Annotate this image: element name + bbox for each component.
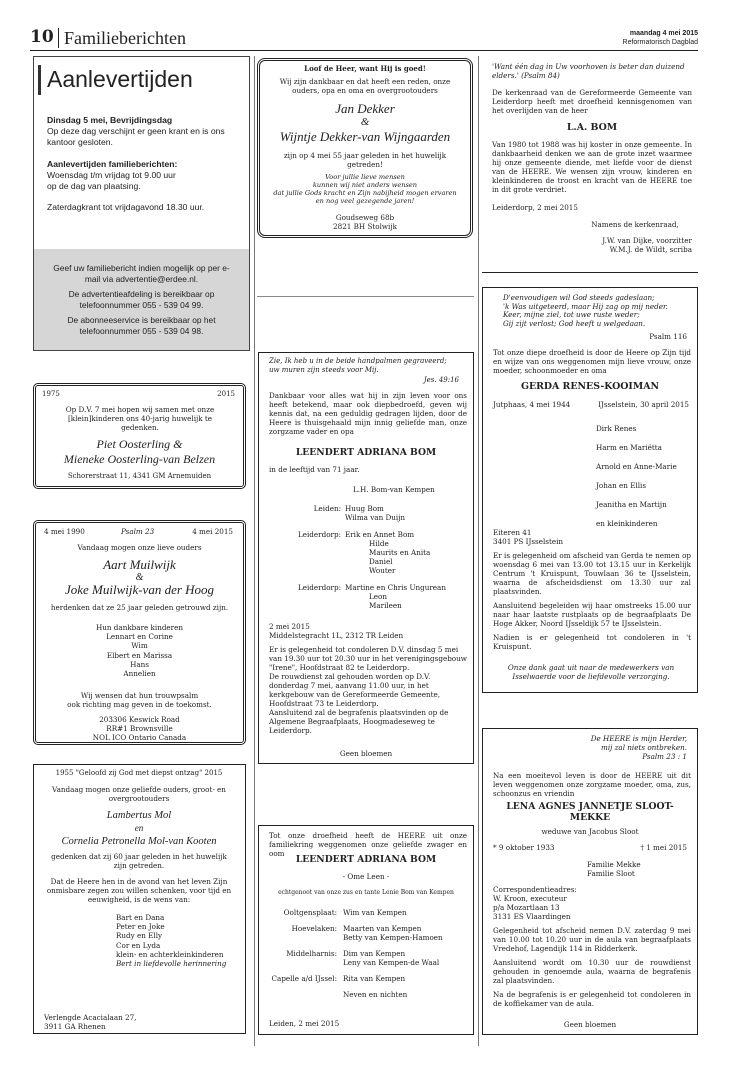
labom-date: Leiderdorp, 2 mei 2015 xyxy=(492,203,578,212)
muilwijk-kid: Elbert en Marissa xyxy=(106,650,173,660)
bom2-place xyxy=(259,990,343,999)
renes-intro: Tot onze diepe droefheid is door de Heere op Zijn tijd en wijze van ons weggenomen mijn lieve vrouw, onze moeder, schoonmoeder en oma xyxy=(493,348,691,375)
renes-family xyxy=(596,425,677,539)
aanlever-holiday-text: Op deze dag verschijnt er geen krant en is ons kantoor gesloten. xyxy=(47,126,225,148)
dekker-intro: Wij zijn dankbaar en dat heeft een reden, onze ouders, opa en oma en overgrootouders xyxy=(279,77,451,95)
bom1-family xyxy=(259,504,473,610)
sloot-corr: Correspondentieadres: xyxy=(493,885,577,894)
oosterling-year-start: 1975 xyxy=(42,390,60,398)
sloot-fam1: Familie Mekke xyxy=(587,860,641,869)
renes-text2: Aansluitend begeleiden wij haar omstreeks 15.00 uur naar haar laatste rustplaats op de begraafplaats De Hoge Akker, Noord IJsseldijk 57 te IJsselstein. xyxy=(493,601,691,628)
sloot-name2: MEKKE xyxy=(569,812,611,824)
bom1-verse xyxy=(269,357,469,375)
dekker-addr1: Goudseweg 68b xyxy=(335,213,395,222)
bom1-intro: Dankbaar voor alles wat hij in zijn leven voor ons heeft betekend, maar ook diepbedroefd, geven wij kennis dat, na een geduldig gedragen lijden, door de Heere is thuisgehaald mijn innig geliefde man, onze zorgzame vader en opa xyxy=(269,391,467,436)
bom1-service: De rouwdienst zal gehouden worden op D.V. donderdag 7 mei, aanvang 11.00 uur, in het kerkgebouw van de Gereformeerde Gemeente, Hoofdstraat 73 te Leiderdorp. xyxy=(269,672,441,708)
sloot-name xyxy=(483,801,697,823)
sloot-c3: 3131 ES Vlaardingen xyxy=(493,912,571,921)
bom1-ref: Jes. 49:16 xyxy=(423,376,459,384)
bom1-date: 2 mei 2015 xyxy=(269,622,310,631)
muilwijk-name1: Aart Muilwijk xyxy=(103,557,176,572)
bom1-member: Leon xyxy=(369,592,387,601)
bom2-place: Ooltgensplaat: xyxy=(283,908,337,917)
bom2-member: Leny van Kempen-de Waal xyxy=(343,958,440,967)
muilwijk-wish2: ook richting mag geven in de toekomst. xyxy=(67,700,212,709)
dekker-name1: Jan Dekker xyxy=(335,101,395,116)
dekker-head: Loof de Heer, want Hij is goed! xyxy=(304,64,426,73)
dekker-address xyxy=(260,213,470,231)
mol-kids xyxy=(116,913,226,968)
mol-kid: Peter en Joke xyxy=(116,922,165,932)
labom-verse: 'Want één dag in Uw voorhoven is beter dan duizend elders.' (Psalm 84) xyxy=(492,62,685,80)
oosterling-text: Op D.V. 7 mei hopen wij samen met onze [klein]kinderen ons 40-jarig huwelijk te gedenken. xyxy=(65,405,215,432)
sloot-widow: weduwe van Jacobus Sloot xyxy=(541,827,639,836)
mol-top: 1955 "Geloofd zij God met diepst ontzag" 2015 xyxy=(55,769,223,777)
renes-addr1: Eiteren 41 xyxy=(493,528,532,537)
bom2-intro: Tot onze droefheid heeft de HEERE uit onze familiekring weggenomen onze geliefde zwager en oom xyxy=(269,831,467,858)
renes-text3: Nadien is er gelegenheid tot condoleren in 't Kruispunt. xyxy=(493,633,691,651)
bom1-member: Wouter xyxy=(369,566,396,575)
muilwijk-amp: & xyxy=(135,572,144,583)
muilwijk-kids xyxy=(36,623,243,678)
ad-muilwijk xyxy=(33,520,246,745)
aanlever-subscription: De abonneeservice is bereikbaar op het telefoonnummer 055 - 539 04 98. xyxy=(67,314,216,336)
sloot-details xyxy=(493,885,691,1008)
muilwijk-date2: 4 mei 2015 xyxy=(192,527,233,536)
bom1-member: Daniel xyxy=(369,557,393,566)
labom-sign3: W.M.J. de Wildt, scriba xyxy=(609,245,692,254)
sloot-name1: LENA AGNES JANNETJE SLOOT- xyxy=(506,801,674,812)
renes-verse-line: Keer, mijne ziel, tot uwe ruste weder; xyxy=(503,310,640,320)
bom1-flowers: Geen bloemen xyxy=(339,749,393,758)
dekker-poem-line: kunnen wij niet anders wensen xyxy=(312,180,418,189)
muilwijk-kid: Wim xyxy=(131,641,148,651)
sloot-c2: p/a Mozartlaan 13 xyxy=(493,903,560,912)
muilwijk-addr-line: 203306 Keswick Road xyxy=(99,715,180,724)
oosterling-name2: Mieneke Oosterling-van Belzen xyxy=(63,452,216,466)
muilwijk-intro: Vandaag mogen onze lieve ouders xyxy=(77,543,202,552)
mol-addr2: 3911 GA Rhenen xyxy=(44,1022,106,1031)
sloot-verse xyxy=(591,734,687,761)
sloot-text3: Na de begrafenis is er gelegenheid tot condoleren in de koffiekamer van de aula. xyxy=(493,990,691,1008)
renes-member: Johan en Ellis xyxy=(596,481,647,490)
bom1-member: Huug Bom xyxy=(345,504,384,513)
labom-name: L.A. BOM xyxy=(566,122,618,133)
bom1-place: Leiden: xyxy=(313,504,341,513)
ad-mol xyxy=(33,764,246,1034)
renes-member: Dirk Renes xyxy=(596,424,637,433)
muilwijk-wish xyxy=(36,691,243,709)
mol-kid: Cor en Lyda xyxy=(116,940,161,950)
bom1-address: Middelstegracht 1L, 2312 TR Leiden xyxy=(269,631,404,640)
bom2-member: Rita van Kempen xyxy=(343,974,406,983)
aanlever-saturday: Zaterdagkrant tot vrijdagavond 18.30 uur. xyxy=(47,202,205,213)
header-date: maandag 4 mei 2015 xyxy=(629,30,698,37)
bom1-member: Maurits en Anita xyxy=(369,548,431,557)
renes-details xyxy=(493,528,691,651)
dekker-text: zijn op 4 mei 55 jaar geleden in het huwelijk getreden! xyxy=(283,151,447,169)
mol-kid: Bart en Dana xyxy=(116,913,165,922)
dekker-amp: & xyxy=(360,116,370,128)
muilwijk-name2: Joke Muilwijk-van der Hoog xyxy=(64,582,215,597)
bom1-age: in de leeftijd van 71 jaar. xyxy=(269,465,360,474)
bom1-member: Martine en Chris Ungurean xyxy=(345,583,446,592)
bom1-name: LEENDERT ADRIANA BOM xyxy=(295,447,437,458)
bom1-burial: Aansluitend zal de begrafenis plaatsvinden op de Algemene Begraafplaats, Hoogmadeseweg te Leiderdorp. xyxy=(269,708,449,735)
mol-text1: gedenken dat zij 60 jaar geleden in het huwelijk zijn getreden. xyxy=(51,852,227,870)
bom2-family xyxy=(259,908,473,999)
bom2-date: Leiden, 2 mei 2015 xyxy=(269,1019,340,1028)
bom2-sub: echtgenoot van onze zus en tante Lenie Bom van Kempen xyxy=(278,889,454,896)
sloot-fam2: Familie Sloot xyxy=(587,869,635,878)
renes-verse-line: Gij zijt verlost; God heeft u welgedaan. xyxy=(503,318,646,328)
renes-member: Arnold en Anne-Marie xyxy=(596,462,677,471)
mol-name2: Cornelia Petronella Mol-van Kooten xyxy=(61,836,217,847)
bom2-place: Hoevelaken: xyxy=(291,924,337,933)
bom1-place: Leiderdorp: xyxy=(297,583,341,592)
renes-verse xyxy=(503,294,693,329)
bom2-nick: - Ome Leen - xyxy=(342,872,390,881)
dekker-poem-line: en nog veel gezegende jaren! xyxy=(315,196,415,205)
renes-verse-line: 'k Was uitgeteerd, maar Hij zag op mij neder. xyxy=(503,301,668,311)
dekker-poem xyxy=(260,174,470,206)
ad-dekker xyxy=(257,58,473,238)
dekker-addr2: 2821 BH Stolwijk xyxy=(333,222,397,231)
sloot-verse2: mij zal niets ontbreken. xyxy=(601,743,687,752)
oosterling-year-end: 2015 xyxy=(217,390,235,398)
muilwijk-wish1: Wij wensen dat hun trouwpsalm xyxy=(80,691,199,700)
dekker-name2: Wijntje Dekker-van Wijngaarden xyxy=(279,129,451,144)
sloot-text2: Aansluitend wordt om 10.30 uur de rouwdienst gehouden in genoemde aula, waarna de begrafenis zal plaatsvinden. xyxy=(493,958,691,985)
aanlever-times-line1: Woensdag t/m vrijdag tot 9.00 uur xyxy=(47,169,176,180)
renes-born: Jutphaas, 4 mei 1944 xyxy=(493,400,571,409)
mol-kid: Rudy en Elly xyxy=(116,931,163,941)
renes-thanks: Onze dank gaat uit naar de medewerkers van Isselwaerde voor de liefdevolle verzorging. xyxy=(507,663,675,681)
mol-en: en xyxy=(134,823,144,833)
renes-member: en kleinkinderen xyxy=(596,519,658,528)
header-paper: Reformatorisch Dagblad xyxy=(622,39,698,46)
ad-sloot xyxy=(482,728,698,1035)
muilwijk-address xyxy=(36,715,243,742)
renes-member: Harm en Mariëtta xyxy=(596,443,662,452)
muilwijk-text: herdenken dat ze 25 jaar geleden getrouwd zijn. xyxy=(50,603,229,612)
sloot-text1: Gelegenheid tot afscheid nemen D.V. zaterdag 9 mei van 10.00 tot 10.20 uur in de aula van begraafplaats Vredehof, Lagendijk 114 in Ridderkerk. xyxy=(493,926,691,953)
mol-name1: Lambertus Mol xyxy=(106,810,172,821)
ad-renes xyxy=(482,287,698,693)
sloot-family xyxy=(587,860,641,878)
renes-addr2: 3401 PS IJsselstein xyxy=(493,537,564,546)
dekker-poem-line: Voor jullie lieve mensen xyxy=(325,173,405,181)
renes-died: IJsselstein, 30 april 2015 xyxy=(598,400,689,409)
labom-signatures xyxy=(602,236,692,254)
mol-memory: Bert in liefdevolle herinnering xyxy=(116,959,227,969)
sloot-verse1: De HEERE is mijn Herder, xyxy=(590,734,687,743)
bom2-name: LEENDERT ADRIANA BOM xyxy=(295,854,437,865)
page-number: 10 xyxy=(30,27,54,47)
oosterling-name1: Piet Oosterling & xyxy=(96,437,183,451)
bom2-place: Middelharnis: xyxy=(286,949,337,958)
ad-oosterling xyxy=(33,383,246,489)
sloot-ref: Psalm 23 : 1 xyxy=(642,752,687,761)
sloot-born: * 9 oktober 1933 xyxy=(493,843,555,852)
mol-text2: Dat de Heere hen in de avond van het leven Zijn onmisbare zegen zou willen schenken, voor tijd en eeuwigheid, is de wens van: xyxy=(46,877,232,904)
renes-name: GERDA RENES-KOOIMAN xyxy=(520,381,660,392)
labom-sign1: Namens de kerkenraad, xyxy=(591,220,679,229)
dekker-poem-line: dat jullie Gods kracht en Zijn nabijheid mogen ervaren xyxy=(273,188,457,197)
aanlever-times-title: Aanlevertijden familieberichten: xyxy=(47,158,178,169)
ad-kerkenraad xyxy=(486,58,698,254)
bom2-place: Capelle a/d IJssel: xyxy=(271,974,337,983)
bom2-member: Wim van Kempen xyxy=(343,908,407,917)
bom1-details xyxy=(269,622,469,735)
bom1-member: Marileen xyxy=(369,601,402,610)
oosterling-address: Schorerstraat 11, 4341 GM Arnemuiden xyxy=(67,472,212,480)
aanlever-holiday-title: Dinsdag 5 mei, Bevrijdingsdag xyxy=(47,115,173,125)
aanlever-times-line2: op de dag van plaatsing. xyxy=(47,180,141,191)
muilwijk-kid: Lennart en Corine xyxy=(106,632,173,642)
ad-bom-2 xyxy=(258,825,474,1035)
bom1-member: Erik en Annet Bom xyxy=(345,530,415,539)
bom1-verse2: uw muren zijn steeds voor Mij. xyxy=(269,365,379,374)
bom2-member: Betty van Kempen-Hamoen xyxy=(343,933,443,942)
aanlever-email-note: Geef uw familiebericht indien mogelijk op per e-mail via advertentie@erdee.nl. xyxy=(53,263,230,284)
bom1-member: Hilde xyxy=(369,539,389,548)
sloot-intro: Na een moeitevol leven is door de HEERE uit dit leven weggenomen onze zorgzame moeder, oma, zus, schoonzus en vriendin xyxy=(493,771,691,798)
mol-address xyxy=(44,1013,136,1031)
muilwijk-date1: 4 mei 1990 xyxy=(44,527,85,536)
labom-sign2: J.W. van Dijke, voorzitter xyxy=(602,236,692,245)
labom-text: Van 1980 tot 1988 was hij koster in onze gemeente. In dankbaarheid denken we aan de grote inzet waarmee hij onze gemeente diende, met liefde voor de dienst van de HEERE. We wensen zijn vrouw, kinderen en kleinkinderen de troost en kracht van de HEERE toe in dit grote verdriet. xyxy=(492,140,692,194)
aanlever-title: Aanlevertijden xyxy=(47,66,193,92)
renes-text1: Er is gelegenheid om afscheid van Gerda te nemen op woensdag 6 mei van 13.00 tot 13.15 uur in Kerkelijk Centrum 't Kruispunt, Touwlaan 36 te IJsselstein, waarna de afscheidsdienst om 13.30 uur zal plaatsvinden. xyxy=(493,551,691,596)
mol-kid: klein- en achterkleinkinderen xyxy=(116,949,224,959)
muilwijk-addr-line: RR#1 Brownsville xyxy=(106,724,173,733)
sloot-flowers: Geen bloemen xyxy=(563,1020,617,1029)
bom1-condolence: Er is gelegenheid tot condoleren D.V. dinsdag 5 mei van 19.30 uur tot 20.30 uur in het verenigingsgebouw "Irene", Hoofdstraat 82 te Leiderdorp. xyxy=(269,645,467,672)
muilwijk-kid: Hans xyxy=(130,659,149,669)
bom2-member: Neven en nichten xyxy=(343,990,408,999)
aanlever-ad-dept: De advertentieafdeling is bereikbaar op telefoonnummer 055 - 539 04 99. xyxy=(68,288,215,310)
ad-bom-1 xyxy=(258,352,474,764)
bom1-verse1: Zie, Ik heb u in de beide handpalmen gegraveerd; xyxy=(269,357,447,365)
bom1-wife: L.H. Bom-van Kempen xyxy=(353,485,435,494)
renes-member: Jeanitha en Martijn xyxy=(596,500,667,509)
muilwijk-kid: Hun dankbare kinderen xyxy=(96,623,183,632)
mol-intro: Vandaag mogen onze geliefde ouders, groot- en overgrootouders xyxy=(52,785,226,803)
section-title: Familieberichten xyxy=(64,28,186,48)
muilwijk-addr-line: NOL ICO Ontario Canada xyxy=(92,733,187,742)
bom2-member: Dim van Kempen xyxy=(343,949,406,958)
muilwijk-kid: Annelien xyxy=(123,669,156,679)
sloot-c1: W. Kroon, executeur xyxy=(493,894,567,903)
muilwijk-psalm: Psalm 23 xyxy=(121,527,155,536)
sloot-died: † 1 mei 2015 xyxy=(640,843,687,852)
mol-addr1: Verlengde Acacialaan 27, xyxy=(44,1013,137,1022)
bom1-member: Wilma van Duijn xyxy=(345,513,406,522)
bom1-place: Leiderdorp: xyxy=(297,530,341,539)
renes-ref: Psalm 116 xyxy=(649,332,687,341)
aanlevertijden-box xyxy=(33,56,250,351)
labom-intro: De kerkenraad van de Gereformeerde Gemeente van Leiderdorp heeft met droefheid kennisgenomen van het overlijden van de heer xyxy=(492,88,692,115)
bom2-member: Maarten van Kempen xyxy=(343,924,422,933)
renes-verse-line: D'eenvoudigen wil God steeds gadeslaan; xyxy=(503,293,655,302)
